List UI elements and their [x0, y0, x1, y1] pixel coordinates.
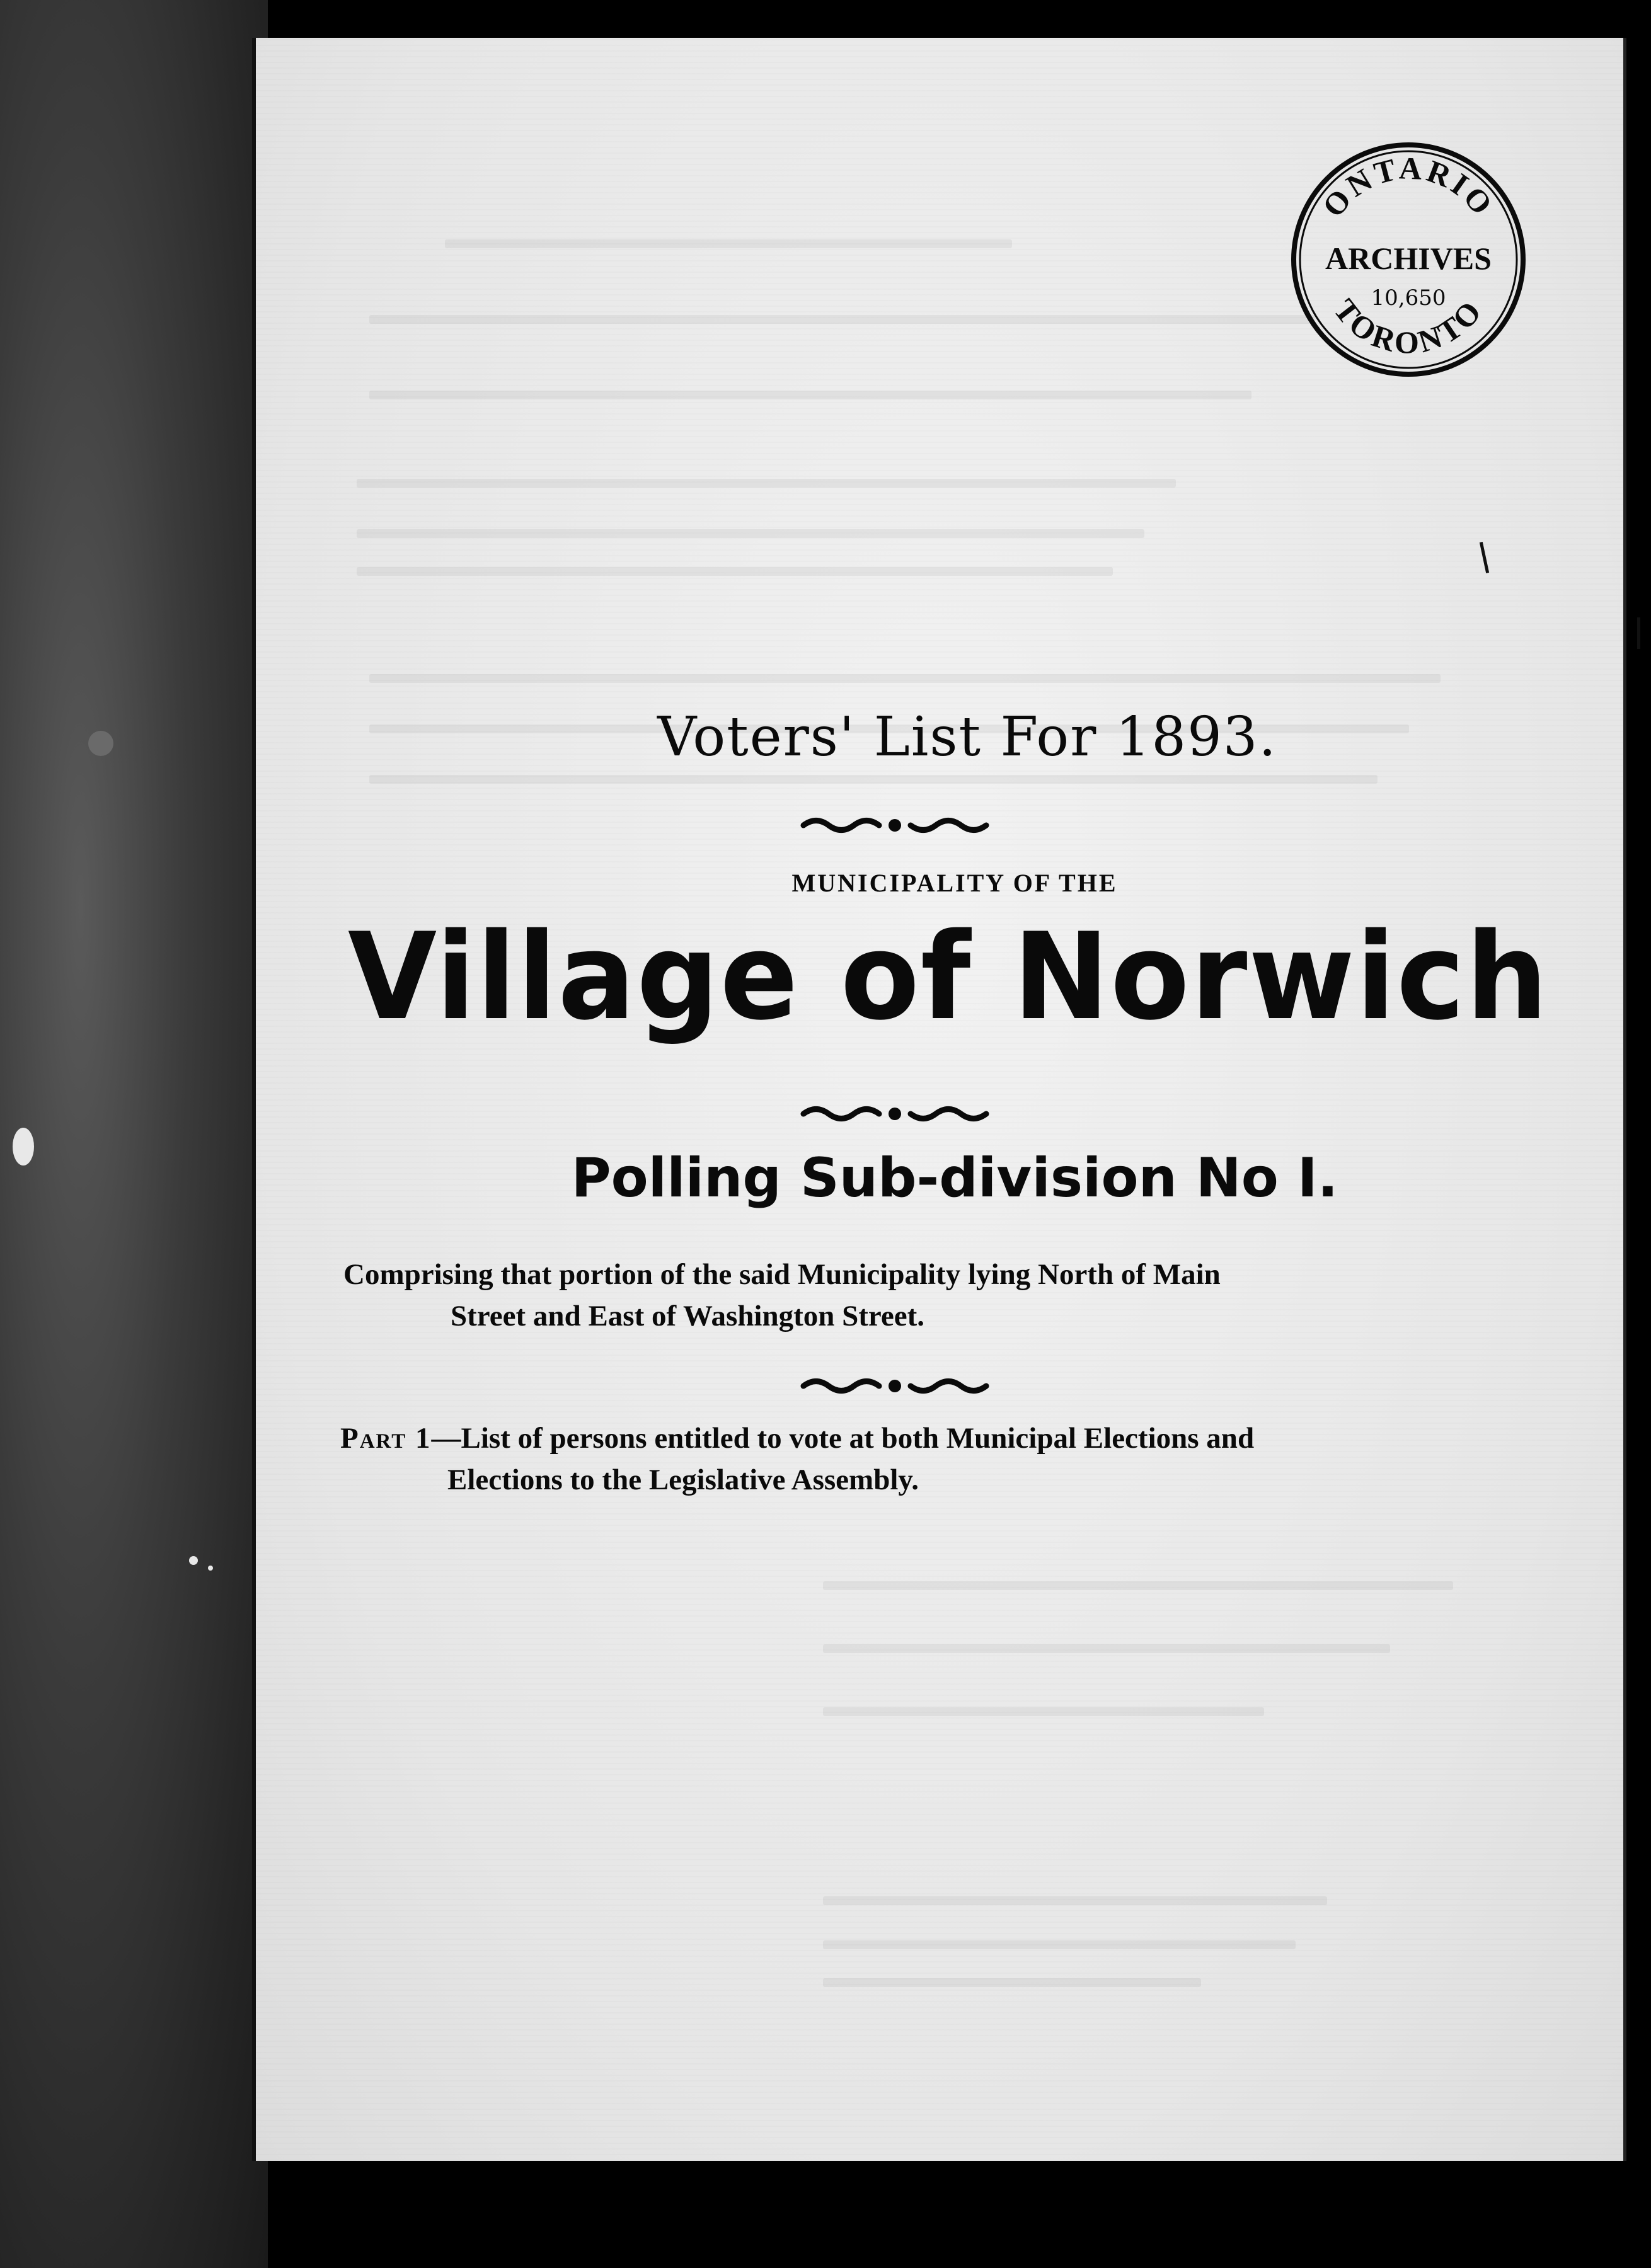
bleed-through: [369, 775, 1378, 784]
stamp-middle-text: ARCHIVES: [1325, 241, 1492, 276]
bleed-through: [369, 674, 1441, 683]
bleed-through: [823, 1707, 1264, 1716]
bleed-through: [445, 239, 1012, 248]
comprising-paragraph: [343, 1254, 1434, 1337]
bleed-through: [823, 1644, 1390, 1653]
bleed-through: [357, 529, 1144, 538]
bleed-through: [357, 479, 1176, 488]
bleed-through: [357, 567, 1113, 576]
ornament-divider: [800, 813, 989, 838]
polling-subdivision-heading: Polling Sub-division No I.: [571, 1147, 1338, 1210]
part-1-paragraph: [340, 1418, 1437, 1501]
bleed-through: [369, 315, 1314, 324]
bleed-through: [823, 1581, 1453, 1590]
stamp-number: 10,650: [1371, 285, 1446, 311]
svg-text:ONTARIO: [1315, 150, 1501, 224]
ink-mark: [1637, 617, 1640, 649]
ornament-divider: [800, 1101, 989, 1126]
bleed-through: [823, 1940, 1296, 1949]
part-label: Part 1: [340, 1422, 432, 1455]
stamp-top-text: ONTARIO: [1315, 150, 1502, 224]
bleed-through: [823, 1978, 1201, 1987]
ornament-divider: [800, 1373, 989, 1399]
voters-list-heading: Voters' List For 1893.: [657, 706, 1277, 769]
book-binding: [0, 0, 268, 2268]
comprising-line-2: Street and East of Washington Street.: [451, 1300, 925, 1332]
stamp-bottom-text: TORONTO: [1326, 292, 1490, 360]
bleed-through: [369, 391, 1251, 399]
municipality-label: MUNICIPALITY OF THE: [791, 869, 1118, 897]
bleed-through: [823, 1896, 1327, 1905]
part-line-2: Elections to the Legislative Assembly.: [447, 1463, 919, 1496]
village-title: Village of Norwich: [347, 907, 1550, 1046]
ontario-archives-stamp: [1289, 140, 1528, 379]
comprising-line-1: Comprising that portion of the said Municipality lying North of Main: [343, 1258, 1221, 1291]
part-line-1: —List of persons entitled to vote at both Municipal Elections and: [431, 1422, 1255, 1455]
